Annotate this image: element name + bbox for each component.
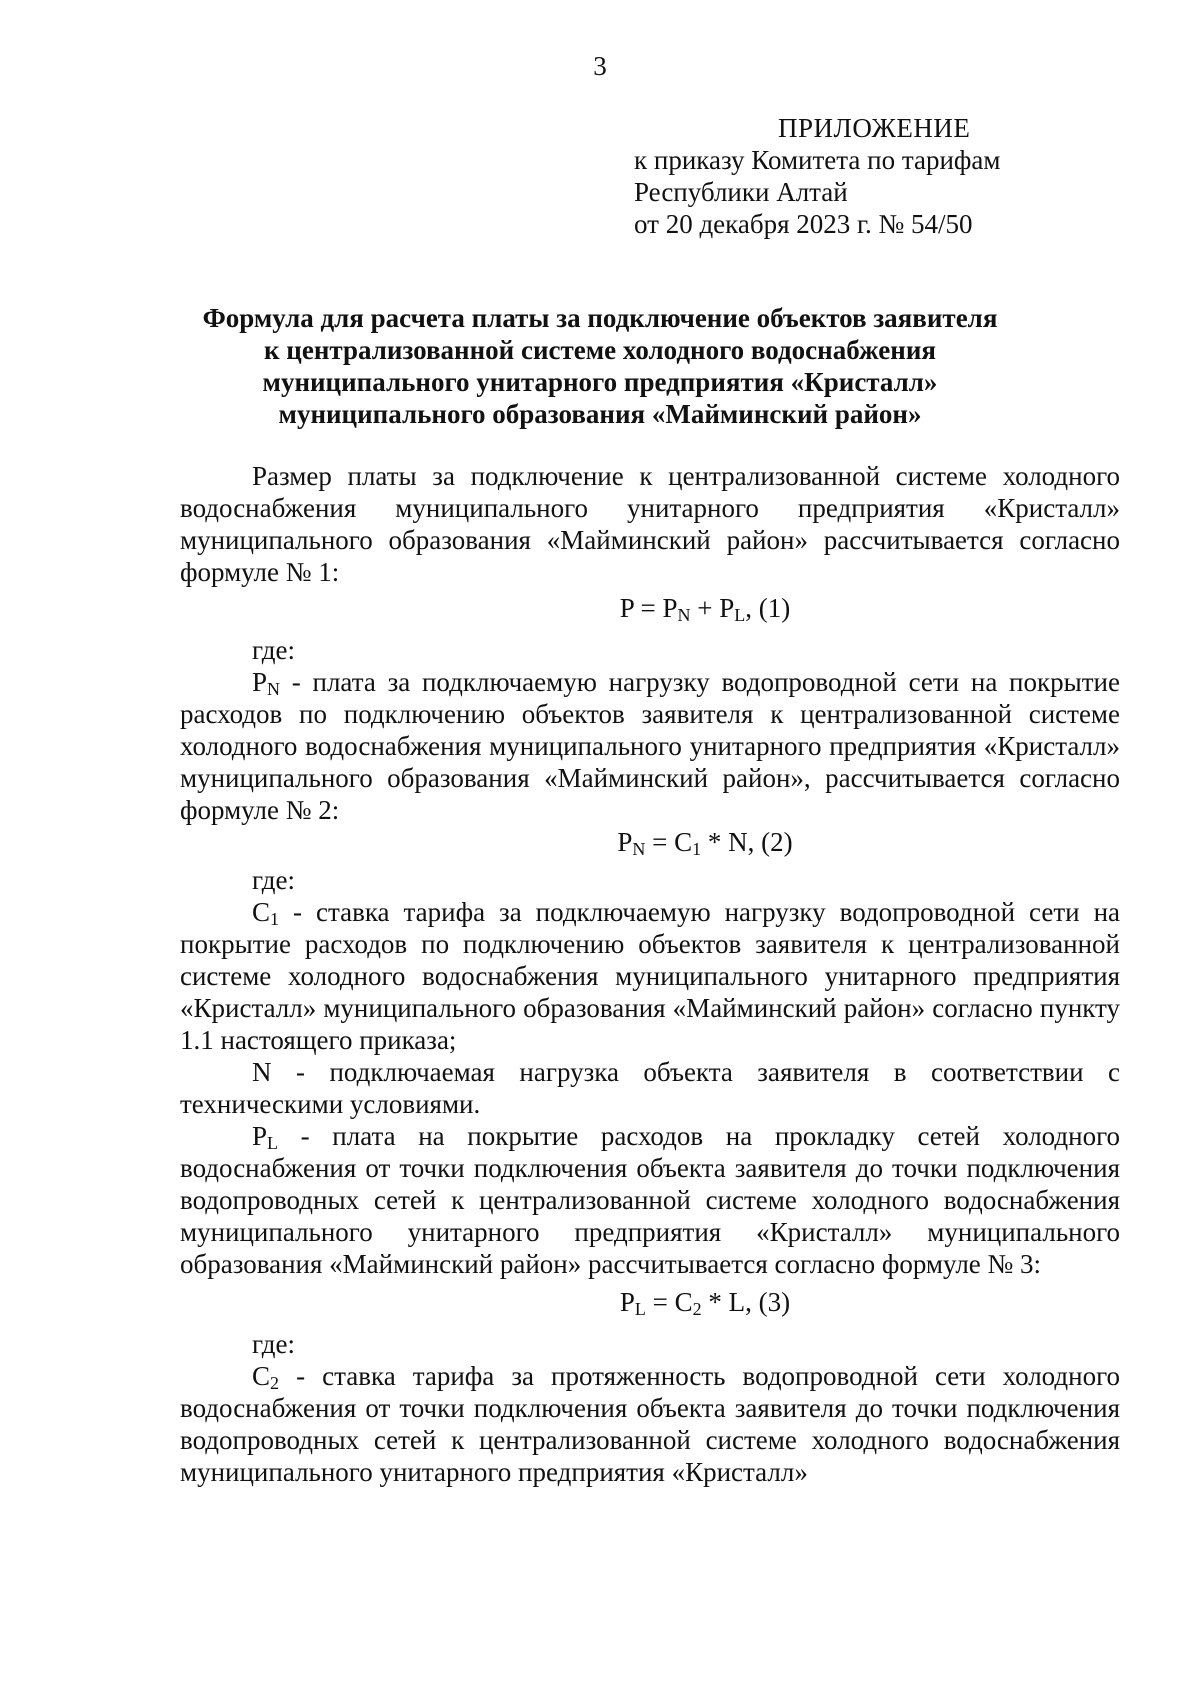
where-label-1: где: [252, 635, 295, 665]
formula-2: $P_N = C_1 * N$, (2) [617, 827, 793, 859]
appendix-line-2: Республики Алтай [634, 177, 848, 207]
document-body [180, 460, 1120, 1488]
appendix-line-3: от 20 декабря 2023 г. № 54/50 [634, 209, 973, 239]
intro-paragraph: Размер платы за подключение к централизованной системе холодного водоснабжения муниципального унитарного предприятия «Кристалл» муниципального образования «Майминский район» рассчитывается согласно формуле № 1: [180, 461, 1120, 587]
n-definition: N - подключаемая нагрузка объекта заявителя в соответствии с техническими условиями. [180, 1057, 1120, 1119]
c1-definition: $C_1$ - ставка тарифа за подключаемую нагрузку водопроводной сети на покрытие расходов по подключению объектов заявителя к централизованной системе холодного водоснабжения муниципального унитарного предприятия «Кристалл» муниципального образования «Майминский район» согласно пункту 1.1 настоящего приказа; [180, 897, 1120, 1055]
pn-definition: $P_N$ - плата за подключаемую нагрузку водопроводной сети на покрытие расходов по подключению объектов заявителя к централизованной системе холодного водоснабжения муниципального унитарного предприятия «Кристалл» муниципального образования «Майминский район», рассчитывается согласно формуле № 2: [180, 667, 1120, 825]
pl-definition: $P_L$ - плата на покрытие расходов на прокладку сетей холодного водоснабжения от точки подключения объекта заявителя до точки подключения водопроводных сетей к централизованной системе холодного водоснабжения муниципального унитарного предприятия «Кристалл» муниципального образования «Майминский район» рассчитывается согласно формуле № 3: [180, 1121, 1120, 1279]
title-line-1: Формула для расчета платы за подключение объектов заявителя [202, 303, 998, 333]
title-line-3: муниципального унитарного предприятия «Кристалл» [262, 367, 938, 397]
where-label-2: где: [252, 865, 295, 895]
document-title [180, 302, 1020, 430]
where-label-3: где: [252, 1329, 295, 1359]
page-number: 3 [593, 51, 607, 81]
appendix-block [634, 112, 1054, 240]
appendix-line-1: к приказу Комитета по тарифам [634, 145, 1001, 175]
appendix-heading: ПРИЛОЖЕНИЕ [778, 113, 971, 143]
title-line-2: к централизованной системе холодного водоснабжения [264, 335, 936, 365]
c2-definition: $C_2$ - ставка тарифа за протяженность водопроводной сети холодного водоснабжения от точки подключения объекта заявителя до точки подключения водопроводных сетей к централизованной системе холодного водоснабжения муниципального унитарного предприятия «Кристалл» [180, 1361, 1120, 1487]
title-line-4: муниципального образования «Майминский район» [278, 399, 922, 429]
formula-3: $P_L = C_2 * L$, (3) [619, 1287, 791, 1319]
formula-1: $P = P_N + P_L$, (1) [619, 593, 791, 625]
